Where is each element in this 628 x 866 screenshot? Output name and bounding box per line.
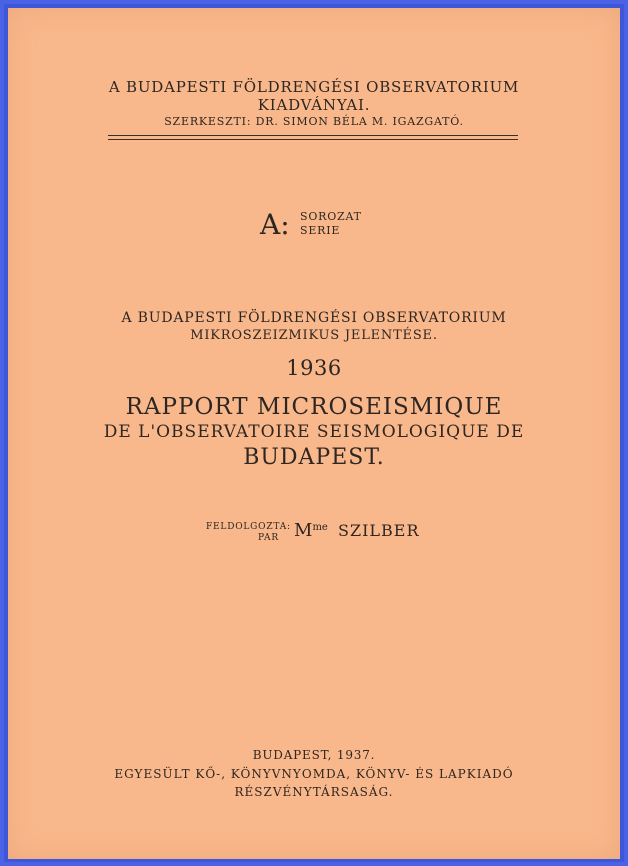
double-rule-top — [108, 135, 518, 136]
editor-line: SZERKESZTI: DR. SIMON BÉLA M. IGAZGATÓ. — [164, 115, 464, 128]
author-name: SZILBER — [338, 521, 420, 540]
series-letter: A: — [260, 208, 290, 241]
publisher-line-2: KIADVÁNYAI. — [257, 96, 371, 114]
document-cover — [8, 8, 620, 859]
author-label-hu: FELDOLGOZTA: — [206, 522, 291, 532]
author-label-fr: PAR — [258, 533, 279, 543]
imprint-printer-line-1: EGYESÜLT KŐ-, KÖNYVNYOMDA, KÖNYV- ÉS LAPKIADÓ — [114, 767, 514, 781]
publisher-line-1: A BUDAPESTI FÖLDRENGÉSI OBSERVATORIUM — [108, 78, 520, 96]
author-honorific — [294, 520, 328, 541]
honorific-base: M — [294, 520, 313, 541]
title-fr-line-3: BUDAPEST. — [243, 445, 385, 470]
report-year: 1936 — [286, 356, 342, 380]
imprint-place-year: BUDAPEST, 1937. — [252, 748, 376, 762]
series-label-hu: SOROZAT — [300, 210, 362, 223]
imprint-printer-line-2: RÉSZVÉNYTÁRSASÁG. — [234, 785, 394, 799]
title-hu-line-2: MIKROSZEIZMIKUS JELENTÉSE. — [190, 328, 438, 343]
series-label-fr: SERIE — [300, 224, 341, 237]
title-fr-line-2: DE L'OBSERVATOIRE SEISMOLOGIQUE DE — [103, 422, 525, 442]
honorific-sup: me — [312, 522, 328, 533]
double-rule-bottom — [108, 139, 518, 140]
title-fr-line-1: RAPPORT MICROSEISMIQUE — [125, 394, 503, 420]
title-hu-line-1: A BUDAPESTI FÖLDRENGÉSI OBSERVATORIUM — [121, 310, 507, 326]
